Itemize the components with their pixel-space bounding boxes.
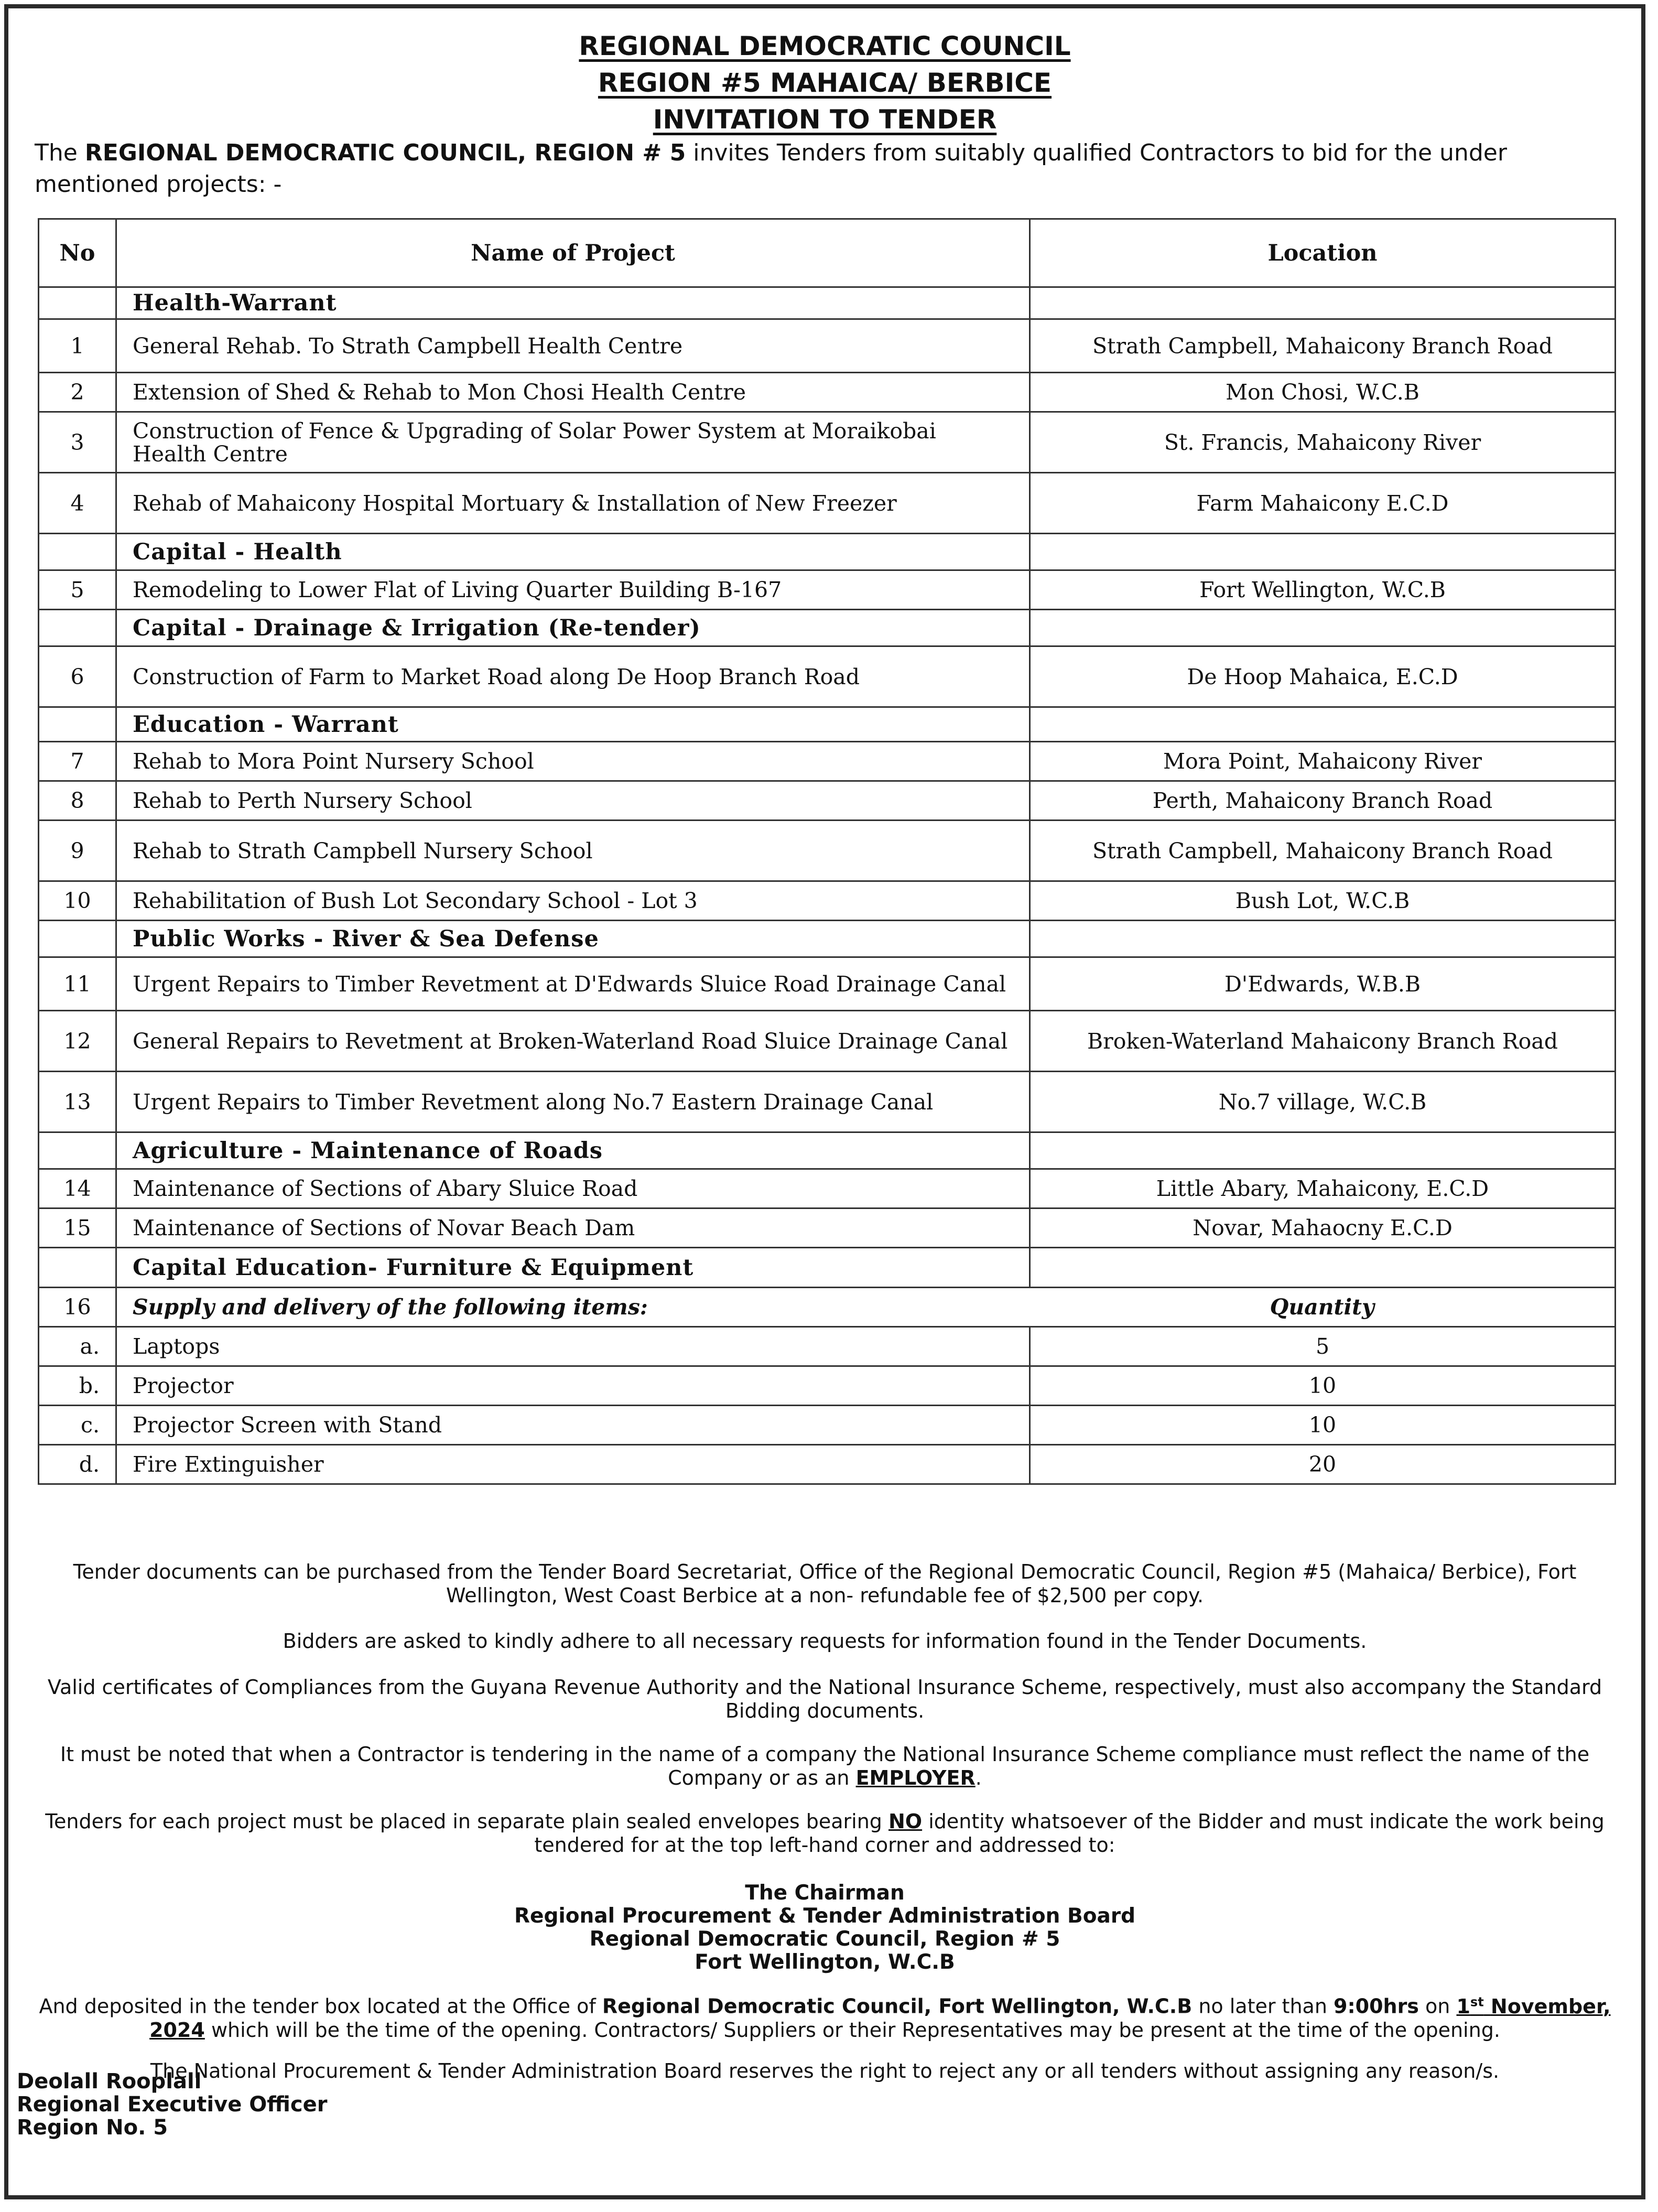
row-no: 14	[39, 1169, 116, 1208]
row-project: Extension of Shed & Rehab to Mon Chosi Health Centre	[116, 373, 1030, 412]
section-title: Capital - Health	[116, 534, 1030, 570]
item-name: Fire Extinguisher	[116, 1445, 1030, 1484]
row-location: Novar, Mahaocny E.C.D	[1030, 1208, 1616, 1248]
table-row	[39, 1327, 1616, 1366]
tender-notice-page	[4, 4, 1645, 2199]
table-row	[39, 821, 1616, 881]
table-row	[39, 742, 1616, 781]
header-invitation: INVITATION TO TENDER	[653, 104, 997, 135]
table-row	[39, 1011, 1616, 1072]
row-location: Perth, Mahaicony Branch Road	[1030, 781, 1616, 821]
section-title: Public Works - River & Sea Defense	[116, 921, 1030, 957]
table-row	[39, 957, 1616, 1011]
employer-emphasis: EMPLOYER	[855, 1766, 976, 1789]
row-location: Strath Campbell, Mahaicony Branch Road	[1030, 319, 1616, 373]
footer-employer	[24, 1743, 1626, 1790]
row-location: Farm Mahaicony E.C.D	[1030, 473, 1616, 534]
footer-p6-text: And deposited in the tender box located at the Office of	[39, 1994, 596, 2018]
intro-council: REGIONAL DEMOCRATIC COUNCIL, REGION # 5	[84, 139, 686, 166]
row-no: 6	[39, 646, 116, 707]
table-row	[39, 1169, 1616, 1208]
header-council: REGIONAL DEMOCRATIC COUNCIL	[579, 31, 1071, 61]
footer-p6-text-c: which will be the time of the opening. Contractors/ Suppliers or their Representatives may be present at the time of the opening.	[211, 2018, 1500, 2042]
col-header-no: No	[39, 219, 116, 287]
section-row	[39, 287, 1616, 319]
footer-p5-text-b: identity whatsoever of the Bidder and must indicate the work being tendered for at the top left-hand corner and addressed to:	[534, 1810, 1605, 1857]
table-row	[39, 881, 1616, 921]
table-row	[39, 781, 1616, 821]
intro-suffix: invites Tenders from suitably qualified Contractors to bid for the under mentioned projects: -	[35, 139, 1507, 198]
footer-p2: Bidders are asked to kindly adhere to all necessary requests for information found in the Tender Documents.	[283, 1630, 1367, 1653]
row-project: Maintenance of Sections of Novar Beach Dam	[116, 1208, 1030, 1248]
table-row	[39, 1366, 1616, 1406]
item-letter: c.	[39, 1406, 116, 1445]
row-no: 9	[39, 821, 116, 881]
row-project: Construction of Farm to Market Road along De Hoop Branch Road	[116, 646, 1030, 707]
row-project: Rehab of Mahaicony Hospital Mortuary & Installation of New Freezer	[116, 473, 1030, 534]
row-project: Maintenance of Sections of Abary Sluice Road	[116, 1169, 1030, 1208]
item-qty: 10	[1030, 1406, 1616, 1445]
footer-envelopes	[24, 1810, 1626, 1857]
table-row	[39, 373, 1616, 412]
row-location: D'Edwards, W.B.B	[1030, 957, 1616, 1011]
footer-p6-text-b: no later than	[1198, 1994, 1327, 2018]
table-row	[39, 319, 1616, 373]
row-project: Rehab to Perth Nursery School	[116, 781, 1030, 821]
item-letter: a.	[39, 1327, 116, 1366]
footer-certificates	[24, 1676, 1626, 1723]
row-location: Mon Chosi, W.C.B	[1030, 373, 1616, 412]
row-location: Little Abary, Mahaicony, E.C.D	[1030, 1169, 1616, 1208]
section-row	[39, 921, 1616, 957]
row-location: Fort Wellington, W.C.B	[1030, 570, 1616, 610]
footer-p1: Tender documents can be purchased from the Tender Board Secretariat, Office of the Regional Democratic Council, Region #5 (Mahaica/ Berbice), Fort Wellington, West Coast Berbice at a non- refundable fee of $2,500 per copy.	[73, 1560, 1577, 1607]
item-qty: 20	[1030, 1445, 1616, 1484]
address-line: Regional Procurement & Tender Administration Board	[514, 1904, 1136, 1928]
table-row	[39, 646, 1616, 707]
row-project: General Repairs to Revetment at Broken-Waterland Road Sluice Drainage Canal	[116, 1011, 1030, 1072]
quantity-header: Quantity	[1030, 1288, 1616, 1327]
footer-deposit	[24, 1990, 1626, 2042]
section-row	[39, 707, 1616, 742]
table-header-row	[39, 219, 1616, 287]
section-title: Education - Warrant	[116, 707, 1030, 742]
section-row	[39, 534, 1616, 570]
row-no: 10	[39, 881, 116, 921]
row-location: Broken-Waterland Mahaicony Branch Road	[1030, 1011, 1616, 1072]
row-location: St. Francis, Mahaicony River	[1030, 412, 1616, 473]
supply-row	[39, 1288, 1616, 1327]
item-name: Projector Screen with Stand	[116, 1406, 1030, 1445]
intro-paragraph	[35, 137, 1607, 200]
row-project: Rehabilitation of Bush Lot Secondary School - Lot 3	[116, 881, 1030, 921]
footer-purchase	[24, 1560, 1626, 1607]
signatory-region: Region No. 5	[17, 2116, 168, 2140]
footer-p6-on: on	[1425, 1994, 1450, 2018]
col-header-location: Location	[1030, 219, 1616, 287]
row-no: 15	[39, 1208, 116, 1248]
row-location: No.7 village, W.C.B	[1030, 1072, 1616, 1132]
footer-p5-text: Tenders for each project must be placed in separate plain sealed envelopes bearing	[45, 1810, 882, 1833]
footer-p4-end: .	[975, 1766, 982, 1789]
deadline-day: 1	[1456, 1994, 1470, 2018]
footer-bidders	[24, 1630, 1626, 1653]
row-project: Remodeling to Lower Flat of Living Quarter Building B-167	[116, 570, 1030, 610]
table-row	[39, 473, 1616, 534]
table-row	[39, 1208, 1616, 1248]
section-title: Capital - Drainage & Irrigation (Re-tender)	[116, 610, 1030, 646]
section-row	[39, 610, 1616, 646]
row-project: Rehab to Mora Point Nursery School	[116, 742, 1030, 781]
row-no: 1	[39, 319, 116, 373]
table-row	[39, 1445, 1616, 1484]
section-title: Capital Education- Furniture & Equipment	[116, 1248, 1030, 1288]
signatory-title: Regional Executive Officer	[17, 2092, 328, 2117]
section-title: Agriculture - Maintenance of Roads	[116, 1132, 1030, 1169]
item-letter: b.	[39, 1366, 116, 1406]
item-name: Projector	[116, 1366, 1030, 1406]
row-project: Rehab to Strath Campbell Nursery School	[116, 821, 1030, 881]
address-line: The Chairman	[745, 1881, 905, 1905]
row-location: Strath Campbell, Mahaicony Branch Road	[1030, 821, 1616, 881]
row-no: 13	[39, 1072, 116, 1132]
row-no: 4	[39, 473, 116, 534]
row-project: Urgent Repairs to Timber Revetment at D'Edwards Sluice Road Drainage Canal	[116, 957, 1030, 1011]
row-project: General Rehab. To Strath Campbell Health Centre	[116, 319, 1030, 373]
row-no: 11	[39, 957, 116, 1011]
section-title: Health-Warrant	[116, 287, 1030, 319]
row-no: 2	[39, 373, 116, 412]
signatory-name: Deolall Rooplall	[17, 2069, 202, 2094]
row-no: 16	[39, 1288, 116, 1327]
item-letter: d.	[39, 1445, 116, 1484]
header-region: REGION #5 MAHAICA/ BERBICE	[598, 68, 1052, 98]
row-no: 3	[39, 412, 116, 473]
row-project: Construction of Fence & Upgrading of Solar Power System at Moraikobai Health Centre	[116, 412, 1030, 473]
section-row	[39, 1132, 1616, 1169]
footer-p7: The National Procurement & Tender Administration Board reserves the right to reject any or all tenders without assigning any reason/s.	[150, 2059, 1500, 2082]
row-project: Urgent Repairs to Timber Revetment along No.7 Eastern Drainage Canal	[116, 1072, 1030, 1132]
item-name: Laptops	[116, 1327, 1030, 1366]
address-line: Regional Democratic Council, Region # 5	[589, 1927, 1060, 1951]
supply-label: Supply and delivery of the following items:	[116, 1288, 1030, 1327]
footer-p4-text: It must be noted that when a Contractor is tendering in the name of a company the National Insurance Scheme compliance must reflect the name of the Company or as an	[60, 1743, 1590, 1789]
row-no: 7	[39, 742, 116, 781]
table-row	[39, 412, 1616, 473]
row-no: 12	[39, 1011, 116, 1072]
row-no: 5	[39, 570, 116, 610]
intro-prefix: The	[35, 139, 78, 166]
deadline-day-suffix: st	[1470, 1994, 1484, 2009]
item-qty: 10	[1030, 1366, 1616, 1406]
projects-table	[38, 218, 1616, 1485]
no-emphasis: NO	[888, 1810, 923, 1833]
signature-block	[17, 2070, 327, 2139]
row-location: Mora Point, Mahaicony River	[1030, 742, 1616, 781]
table-row	[39, 1072, 1616, 1132]
deadline-date: November, 2024	[149, 1994, 1611, 2042]
address-line: Fort Wellington, W.C.B	[695, 1950, 955, 1974]
row-no: 8	[39, 781, 116, 821]
row-location: Bush Lot, W.C.B	[1030, 881, 1616, 921]
address-block	[24, 1882, 1626, 1974]
row-location: De Hoop Mahaica, E.C.D	[1030, 646, 1616, 707]
item-qty: 5	[1030, 1327, 1616, 1366]
deadline-time: 9:00hrs	[1334, 1994, 1419, 2018]
office-emphasis: Regional Democratic Council, Fort Wellington, W.C.B	[602, 1994, 1193, 2018]
footer-p3: Valid certificates of Compliances from the Guyana Revenue Authority and the National Insurance Scheme, respectively, must also accompany the Standard Bidding documents.	[47, 1676, 1602, 1722]
col-header-name: Name of Project	[116, 219, 1030, 287]
table-row	[39, 570, 1616, 610]
table-row	[39, 1406, 1616, 1445]
section-row	[39, 1248, 1616, 1288]
